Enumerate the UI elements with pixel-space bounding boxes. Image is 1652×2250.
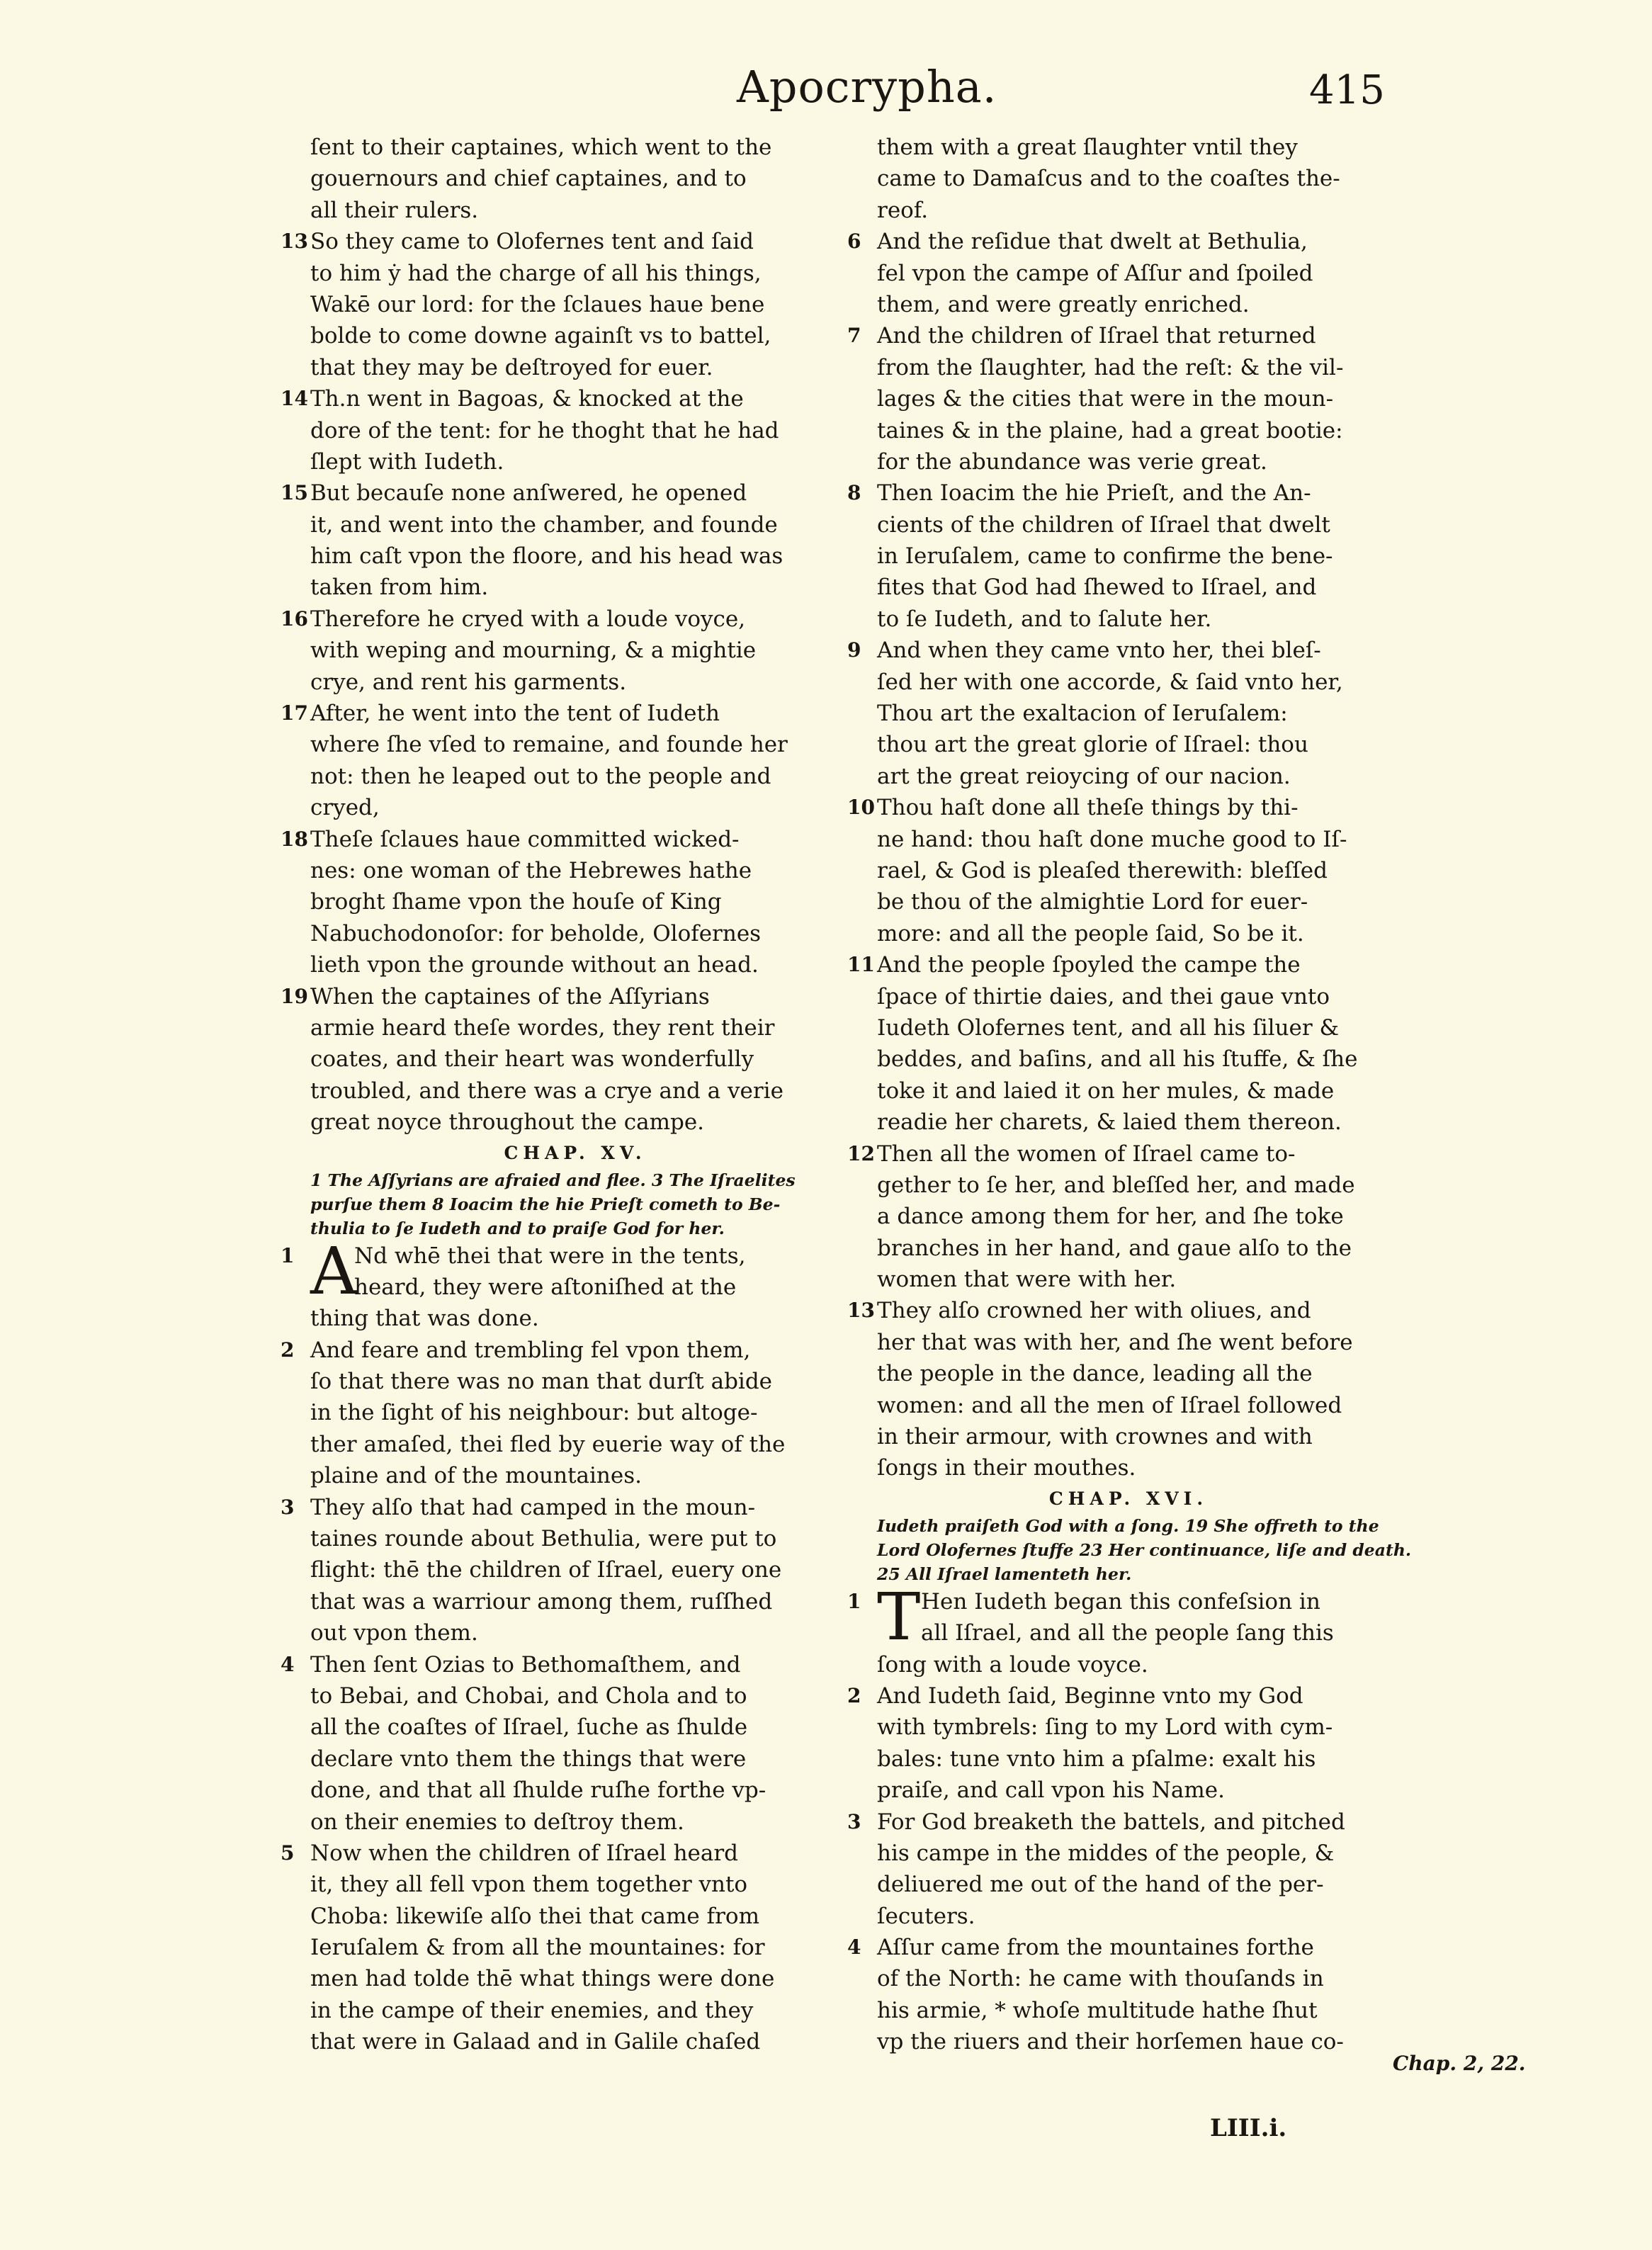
verse-line (310, 792, 840, 823)
verse-text: troubled, and there was a crye and a verie (310, 1078, 783, 1104)
verse-line (281, 477, 840, 509)
verse-1 (847, 1578, 1380, 1680)
verse-text: the people in the dance, leading all the (877, 1361, 1313, 1387)
verse-text: be thou of the almightie Lord for euer- (877, 889, 1308, 915)
verse-number: 2 (281, 1338, 295, 1362)
verse-line (310, 1963, 840, 1994)
verse-text: Th.n went in Bagoas, & knocked at the (310, 386, 744, 412)
verse-text: ſongs in their mouthes. (877, 1455, 1136, 1481)
verse-line (281, 604, 840, 635)
verse-line (877, 1012, 1380, 1044)
verse-line (877, 509, 1380, 541)
verse-text: where ſhe vſed to remaine, and founde her (310, 732, 788, 758)
verse-line (310, 1743, 840, 1775)
verse-line (310, 667, 840, 698)
verse-line (877, 1327, 1380, 1358)
verse-line (877, 352, 1380, 383)
verse-text: taken from him. (310, 575, 489, 601)
verse-text: in the ſight of his neighbour: but altoge- (310, 1400, 758, 1426)
verse-number: 3 (281, 1495, 295, 1519)
verse-text: fel vpon the campe of Aſſur and ſpoiled (877, 260, 1313, 286)
verse-text: from the ſlaughter, had the reſt: & the vil- (877, 354, 1344, 380)
verse-line (847, 1138, 1380, 1170)
verse-line (877, 1390, 1380, 1421)
verse-text: in the campe of their enemies, and they (310, 1997, 754, 2023)
verse-number: 14 (281, 387, 308, 411)
verse-text: Wakē our lord: for the ſclaues haue bene (310, 291, 765, 317)
verse-line (877, 1838, 1380, 1869)
verse-line (877, 855, 1380, 886)
verse-line (877, 1264, 1380, 1295)
verse-line (877, 1044, 1380, 1075)
verse-text: Nd whē thei that were in the tents, (354, 1243, 746, 1269)
verse-text: ſong with a loude voyce. (877, 1651, 1148, 1678)
verse-text: that was a warriour among them, ruſſhed (310, 1588, 773, 1615)
verse-line (310, 1586, 840, 1617)
verse-line (310, 132, 840, 163)
left-column (281, 132, 840, 2058)
verse-line (847, 1295, 1380, 1326)
verse-line (310, 1995, 840, 2026)
verse-line (310, 1366, 840, 1397)
signature-mark: LIII.i. (1210, 2114, 1287, 2142)
verse-text: Aſſur came from the mountaines forthe (877, 1935, 1314, 1961)
verse-line (877, 383, 1380, 414)
verse-text: women: and all the men of Iſrael followed (877, 1392, 1342, 1418)
verse-text: And the reſidue that dwelt at Bethulia, (877, 229, 1308, 255)
verse-text: a dance among them for her, and ſhe toke (877, 1204, 1344, 1230)
verse-line (310, 1272, 840, 1303)
verse-text: Theſe ſclaues haue committed wicked- (310, 826, 740, 852)
verse-line (877, 1233, 1380, 1264)
page-number: 415 (1309, 67, 1385, 113)
verse-line (310, 195, 840, 226)
verse-text: deliuered me out of the hand of the per- (877, 1872, 1324, 1898)
verse-line (877, 604, 1380, 635)
verse-text: men had tolde thē what things were done (310, 1966, 775, 1992)
verse-number: 4 (281, 1652, 295, 1676)
verse-line (281, 226, 840, 257)
verse-text: it, they all fell vpon them together vnto (310, 1872, 748, 1898)
chapter-summary-line: 25 All Iſrael lamenteth her. (877, 1564, 1132, 1584)
verse-line (847, 1807, 1380, 1838)
verse-line (877, 163, 1380, 194)
verse-line (877, 541, 1380, 572)
verse-line (310, 1075, 840, 1107)
verse-text: They alſo that had camped in the moun- (310, 1494, 756, 1520)
verse-line (310, 635, 840, 666)
verse-line (877, 1712, 1380, 1743)
verse-line (310, 729, 840, 760)
verse-line (310, 415, 840, 446)
chapter-summary-line: thulia to ſe Iudeth and to praiſe God for her. (310, 1218, 725, 1238)
verse-line (877, 1586, 1380, 1617)
verse-line (310, 949, 840, 980)
verse-line (877, 824, 1380, 855)
verse-text: ſent to their captaines, which went to the (310, 135, 772, 160)
verse-text: dore of the tent: for he thoght that he had (310, 417, 779, 443)
verse-text: all their rulers. (310, 197, 479, 223)
verse-line (310, 761, 840, 792)
running-title: Apocrypha. (737, 61, 997, 113)
verse-number: 4 (847, 1935, 861, 1960)
verse-line (877, 1452, 1380, 1483)
verse-text: Now when the children of Iſrael heard (310, 1840, 739, 1866)
verse-line (847, 226, 1380, 257)
verse-line (310, 1012, 840, 1044)
verse-line (847, 635, 1380, 666)
verse-text: And the people ſpoyled the campe the (877, 952, 1301, 978)
verse-text: Nabuchodonoſor: for beholde, Olofernes (310, 920, 762, 946)
verse-text: with weping and mourning, & a mightie (310, 638, 757, 664)
verse-text: lages & the cities that were in the moun- (877, 386, 1334, 412)
margin-note: Chap. 2, 22. (1393, 2052, 1526, 2075)
verse-line (877, 981, 1380, 1012)
verse-text: ſlept with Iudeth. (310, 448, 504, 475)
verse-text: all the coaſtes of Iſrael, ſuche as ſhulde (310, 1714, 748, 1741)
verse-text: in their armour, with crownes and with (877, 1424, 1313, 1450)
verse-text: fites that God had ſhewed to Iſrael, and (877, 575, 1317, 601)
verse-text: ſo that there was no man that durſt abide (310, 1369, 773, 1395)
verse-number: 18 (281, 827, 308, 851)
verse-line (281, 698, 840, 729)
verse-text: his campe in the middes of the people, & (877, 1840, 1335, 1866)
verse-text: vp the riuers and their horſemen haue co- (877, 2029, 1344, 2055)
verse-line (310, 2026, 840, 2057)
verse-line (310, 1554, 840, 1585)
verse-text: And when they came vnto her, thei bleſ- (877, 638, 1321, 664)
verse-text: cryed, (310, 795, 380, 821)
verse-line (877, 1358, 1380, 1389)
verse-text: to ſe Iudeth, and to ſalute her. (877, 606, 1212, 632)
verse-line (310, 163, 840, 194)
verse-text: Therefore he cryed with a loude voyce, (310, 606, 746, 632)
verse-line (310, 352, 840, 383)
chapter-summary-line: Lord Olofernes ſtuffe 23 Her continuance, liſe and death. (877, 1539, 1412, 1560)
verse-text: all Iſrael, and all the people ſang this (921, 1620, 1334, 1646)
chapter-summary-line: purſue them 8 Ioacim the hie Prieſt cometh to Be- (310, 1194, 781, 1214)
verse-line (877, 446, 1380, 477)
verse-text: branches in her hand, and gaue alſo to the (877, 1235, 1352, 1261)
drop-cap: A (310, 1233, 358, 1309)
verse-text: toke it and laied it on her mules, & made (877, 1078, 1335, 1104)
verse-line (310, 1460, 840, 1491)
verse-number: 1 (281, 1243, 295, 1267)
verse-line (877, 572, 1380, 603)
verse-line (847, 477, 1380, 509)
verse-line (877, 289, 1380, 320)
verse-text: reof. (877, 197, 929, 223)
verse-text: ſed her with one accorde, & ſaid vnto her, (877, 669, 1343, 695)
verse-line (310, 1044, 840, 1075)
verse-text: Choba: likewiſe alſo thei that came from (310, 1903, 759, 1929)
verse-text: flight: thē the children of Iſrael, euery one (310, 1557, 782, 1583)
verse-text: ne hand: thou haſt done muche good to Iſ- (877, 826, 1347, 852)
verse-text: And the children of Iſrael that returned (877, 323, 1316, 349)
verse-text: nes: one woman of the Hebrewes hathe (310, 857, 752, 883)
verse-text: for the abundance was verie great. (877, 448, 1267, 475)
verse-text: her that was with her, and ſhe went before (877, 1329, 1353, 1355)
verse-line (877, 918, 1380, 949)
verse-line (281, 1838, 840, 1869)
verse-line (877, 1775, 1380, 1806)
verse-line (877, 1201, 1380, 1232)
verse-number: 8 (847, 481, 861, 505)
verse-text: thou art the great glorie of Iſrael: thou (877, 732, 1308, 758)
verse-number: 13 (847, 1299, 875, 1323)
verse-text: bolde to come downe againſt vs to battel, (310, 323, 771, 349)
verse-line (310, 541, 840, 572)
verse-text: And feare and trembling fel vpon them, (310, 1337, 751, 1363)
verse-line (310, 1523, 840, 1554)
verse-text: more: and all the people ſaid, So be it. (877, 920, 1304, 946)
verse-line (310, 1775, 840, 1806)
verse-text: ſecuters. (877, 1903, 975, 1929)
verse-line (310, 320, 840, 351)
verse-number: 7 (847, 324, 861, 348)
verse-text: out vpon them. (310, 1620, 478, 1646)
verse-line (310, 258, 840, 289)
chapter-summary-line: 1 The Aſſyrians are afraied and flee. 3 The Iſraelites (310, 1170, 796, 1190)
verse-line (310, 446, 840, 477)
verse-line (847, 320, 1380, 351)
verse-line (281, 383, 840, 414)
verse-text: Then all the women of Iſrael came to- (877, 1141, 1296, 1167)
drop-cap: T (877, 1578, 921, 1655)
verse-line (877, 1075, 1380, 1107)
verse-line (281, 1649, 840, 1680)
verse-text: on their enemies to deſtroy them. (310, 1809, 684, 1835)
verse-line (877, 1963, 1380, 1994)
verse-1 (281, 1233, 840, 1335)
verse-line (877, 195, 1380, 226)
verse-text: heard, they were aſtoniſhed at the (354, 1274, 737, 1300)
verse-line (847, 792, 1380, 823)
chapter-heading: CHAP. XV. (504, 1142, 647, 1163)
verse-line (877, 1421, 1380, 1452)
verse-number: 5 (281, 1841, 295, 1865)
verse-text: Thou art the exaltacion of Ieruſalem: (877, 701, 1288, 727)
verse-number: 2 (847, 1683, 861, 1707)
verse-text: For God breaketh the battels, and pitched (877, 1809, 1345, 1835)
verse-text: lieth vpon the grounde without an head. (310, 952, 759, 978)
verse-number: 16 (281, 606, 308, 631)
verse-number: 15 (281, 481, 308, 505)
verse-text: praiſe, and call vpon his Name. (877, 1777, 1225, 1804)
verse-number: 9 (847, 638, 861, 662)
verse-line (877, 1901, 1380, 1932)
verse-line (877, 761, 1380, 792)
verse-line (877, 1743, 1380, 1775)
chapter-heading: CHAP. XVI. (1048, 1488, 1209, 1509)
verse-line (310, 509, 840, 541)
verse-text: coates, and their heart was wonderfully (310, 1046, 754, 1073)
verse-line (877, 2026, 1380, 2057)
verse-text: Thou haſt done all theſe things by thi- (877, 795, 1299, 821)
verse-text: them, and were greatly enriched. (877, 291, 1250, 317)
verse-text: of the North: he came with thouſands in (877, 1966, 1324, 1992)
verse-line (310, 1807, 840, 1838)
verse-text: cients of the children of Iſrael that dwelt (877, 511, 1330, 538)
verse-text: beddes, and baſins, and all his ſtuffe, & ſhe (877, 1046, 1358, 1073)
verse-text: They alſo crowned her with oliues, and (877, 1298, 1311, 1324)
verse-line (877, 698, 1380, 729)
verse-text: taines & in the plaine, had a great bootie: (877, 417, 1343, 443)
verse-line (310, 1932, 840, 1963)
verse-line (877, 1170, 1380, 1201)
verse-text: Iudeth Olofernes tent, and all his ſiluer & (877, 1014, 1340, 1041)
verse-text: that were in Galaad and in Galile chaſed (310, 2029, 761, 2055)
verse-text: rael, & God is pleaſed therewith: bleſſed (877, 857, 1328, 883)
verse-line (310, 572, 840, 603)
verse-text: his armie, * whoſe multitude hathe ſhut (877, 1997, 1318, 2023)
verse-text: that they may be deſtroyed for euer. (310, 354, 713, 380)
verse-line (310, 289, 840, 320)
verse-line (847, 1680, 1380, 1712)
verse-text: thing that was done. (310, 1306, 539, 1332)
verse-text: readie her charets, & laied them thereon. (877, 1109, 1342, 1136)
verse-number: 3 (847, 1809, 861, 1833)
verse-line (281, 1335, 840, 1366)
verse-line (310, 886, 840, 917)
verse-line (281, 824, 840, 855)
verse-line (310, 1680, 840, 1712)
verse-line (310, 1869, 840, 1900)
verse-text: Then ſent Ozias to Bethomaſthem, and (310, 1651, 741, 1678)
verse-line (281, 981, 840, 1012)
verse-text: art the great reioycing of our nacion. (877, 763, 1291, 789)
verse-number: 10 (847, 796, 875, 820)
verse-text: declare vnto them the things that were (310, 1746, 747, 1772)
verse-line (877, 1869, 1380, 1900)
verse-line (310, 1901, 840, 1932)
verse-line (847, 1932, 1380, 1963)
verse-number: 1 (847, 1589, 861, 1613)
verse-line (310, 1240, 840, 1272)
verse-text: with tymbrels: ſing to my Lord with cym- (877, 1714, 1333, 1741)
verse-number: 13 (281, 230, 308, 254)
verse-line (877, 729, 1380, 760)
verse-number: 11 (847, 953, 875, 977)
verse-line (310, 1397, 840, 1428)
verse-line (877, 1995, 1380, 2026)
verse-line (281, 1492, 840, 1523)
verse-line (877, 667, 1380, 698)
verse-text: And Iudeth ſaid, Beginne vnto my God (877, 1683, 1303, 1709)
verse-text: broght ſhame vpon the houſe of King (310, 889, 722, 915)
verse-line (877, 132, 1380, 163)
verse-text: gouernours and chief captaines, and to (310, 166, 747, 192)
verse-line (877, 1617, 1380, 1649)
verse-text: women that were with her. (877, 1267, 1177, 1293)
verse-text: So they came to Olofernes tent and ſaid (310, 229, 754, 255)
verse-text: Ieruſalem & from all the mountaines: for (310, 1935, 765, 1961)
verse-text: crye, and rent his garments. (310, 669, 627, 695)
verse-line (310, 855, 840, 886)
verse-text: great noyce throughout the campe. (310, 1109, 705, 1136)
verse-number: 12 (847, 1141, 875, 1165)
verse-text: ſpace of thirtie daies, and thei gaue vnto (877, 983, 1330, 1010)
verse-text: Then Ioacim the hie Prieſt, and the An- (877, 480, 1311, 507)
verse-line (877, 886, 1380, 917)
verse-line (310, 1107, 840, 1138)
verse-text: After, he went into the tent of Iudeth (310, 701, 720, 727)
verse-text: it, and went into the chamber, and founde (310, 511, 778, 538)
verse-text: taines rounde about Bethulia, were put to (310, 1526, 777, 1552)
verse-number: 6 (847, 230, 861, 254)
verse-line (877, 258, 1380, 289)
verse-line (310, 918, 840, 949)
verse-text: to him ẏ had the charge of all his things, (310, 260, 762, 286)
verse-line (877, 1649, 1380, 1680)
verse-line (877, 415, 1380, 446)
verse-line (310, 1303, 840, 1334)
verse-text: him caſt vpon the floore, and his head was (310, 543, 783, 570)
verse-text: ther amaſed, thei fled by euerie way of the (310, 1431, 786, 1457)
verse-text: Hen Iudeth began this confeſsion in (921, 1588, 1320, 1615)
verse-text: bales: tune vnto him a pſalme: exalt his (877, 1746, 1316, 1772)
verse-line (847, 949, 1380, 980)
verse-text: armie heard theſe wordes, they rent their (310, 1014, 775, 1041)
verse-number: 17 (281, 701, 308, 725)
verse-text: them with a great ſlaughter vntil they (877, 135, 1298, 160)
verse-line (877, 1107, 1380, 1138)
verse-text: plaine and of the mountaines. (310, 1463, 642, 1489)
verse-line (310, 1429, 840, 1460)
right-column (847, 132, 1412, 2058)
verse-text: gether to ſe her, and bleſſed her, and made (877, 1172, 1355, 1198)
chapter-summary-line: Iudeth praiſeth God with a ſong. 19 She offreth to the (877, 1515, 1379, 1536)
verse-text: came to Damaſcus and to the coaſtes the- (877, 166, 1340, 192)
verse-text: done, and that all ſhulde ruſhe forthe vp- (310, 1777, 766, 1804)
verse-text: in Ieruſalem, came to confirme the bene- (877, 543, 1333, 570)
verse-text: not: then he leaped out to the people and (310, 763, 771, 789)
verse-line (310, 1617, 840, 1649)
verse-text: to Bebai, and Chobai, and Chola and to (310, 1683, 747, 1709)
verse-number: 19 (281, 984, 308, 1008)
verse-text: When the captaines of the Aſſyrians (310, 983, 710, 1010)
verse-line (310, 1712, 840, 1743)
verse-text: But becauſe none anſwered, he opened (310, 480, 747, 507)
